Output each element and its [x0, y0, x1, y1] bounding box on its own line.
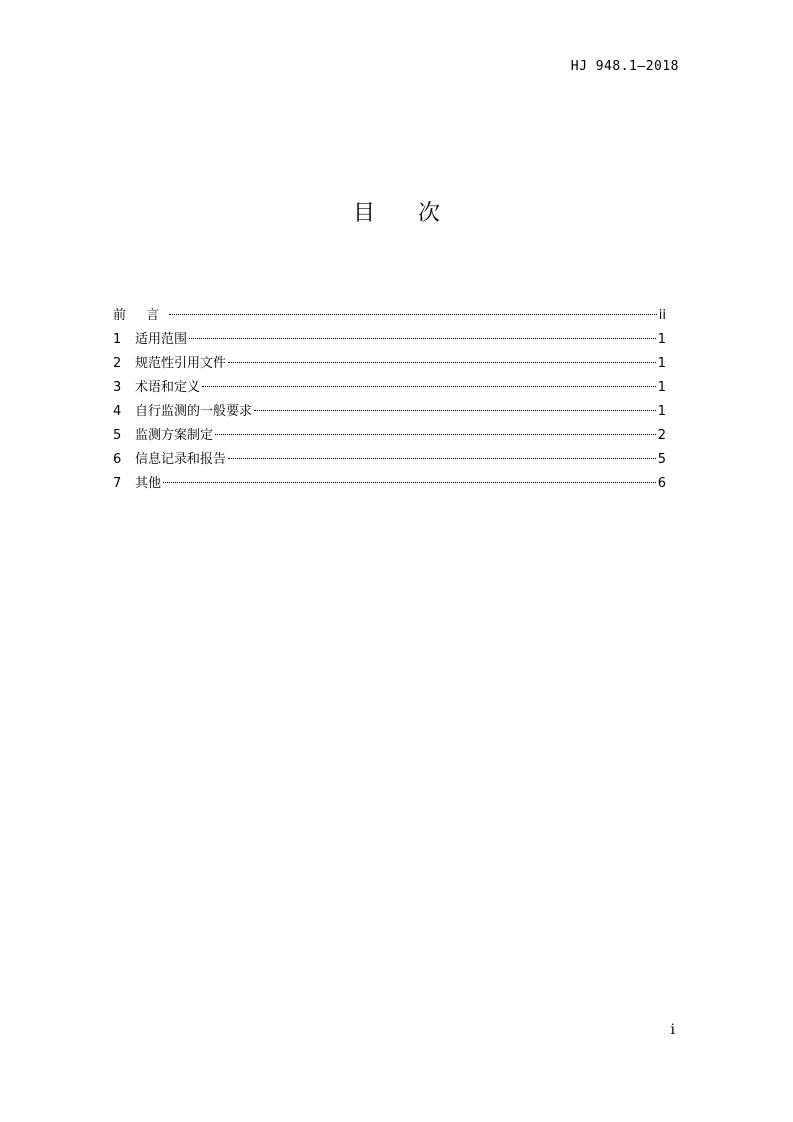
toc-leader — [189, 338, 656, 339]
toc-leader — [169, 314, 657, 315]
toc-leader — [163, 482, 656, 483]
toc-entry-label: 术语和定义 — [135, 380, 201, 395]
toc-entry-terms-definitions[interactable] — [113, 376, 666, 400]
toc-title: 目 次 — [353, 201, 458, 226]
toc-entry-monitoring-plan[interactable] — [113, 424, 666, 448]
toc-entry-label: 其他 — [135, 476, 162, 491]
toc-entry-page: 1 — [657, 380, 666, 395]
toc-entry-label: 规范性引用文件 — [135, 356, 227, 371]
toc-entry-number: 6 — [113, 452, 122, 467]
toc-entry-page: 1 — [657, 404, 666, 419]
toc-entry-number: 2 — [113, 356, 122, 371]
toc-entry-foreword[interactable] — [113, 304, 666, 328]
toc-entry-label: 前 言 — [113, 308, 168, 323]
toc-list — [113, 304, 666, 496]
toc-leader — [215, 434, 656, 435]
toc-leader — [228, 362, 656, 363]
toc-entry-page: 5 — [657, 452, 666, 467]
toc-entry-normative-references[interactable] — [113, 352, 666, 376]
toc-entry-number: 5 — [113, 428, 122, 443]
toc-entry-page: 1 — [657, 356, 666, 371]
toc-entry-page: 1 — [657, 332, 666, 347]
toc-entry-general-requirements[interactable] — [113, 400, 666, 424]
toc-entry-label: 自行监测的一般要求 — [135, 404, 253, 419]
toc-entry-scope[interactable] — [113, 328, 666, 352]
toc-entry-label: 监测方案制定 — [135, 428, 214, 443]
toc-entry-others[interactable] — [113, 472, 666, 496]
standard-code: HJ 948.1—2018 — [570, 59, 679, 74]
toc-entry-page: 6 — [657, 476, 666, 491]
toc-entry-number: 7 — [113, 476, 122, 491]
toc-entry-label: 适用范围 — [135, 332, 188, 347]
toc-leader — [202, 386, 656, 387]
toc-entry-number: 4 — [113, 404, 122, 419]
toc-leader — [228, 458, 656, 459]
toc-entry-number: 1 — [113, 332, 122, 347]
toc-entry-page: ii — [658, 308, 666, 323]
toc-leader — [254, 410, 656, 411]
toc-entry-records-reports[interactable] — [113, 448, 666, 472]
toc-entry-page: 2 — [657, 428, 666, 443]
toc-entry-number: 3 — [113, 380, 122, 395]
toc-entry-label: 信息记录和报告 — [135, 452, 227, 467]
page-number: i — [670, 1022, 675, 1038]
